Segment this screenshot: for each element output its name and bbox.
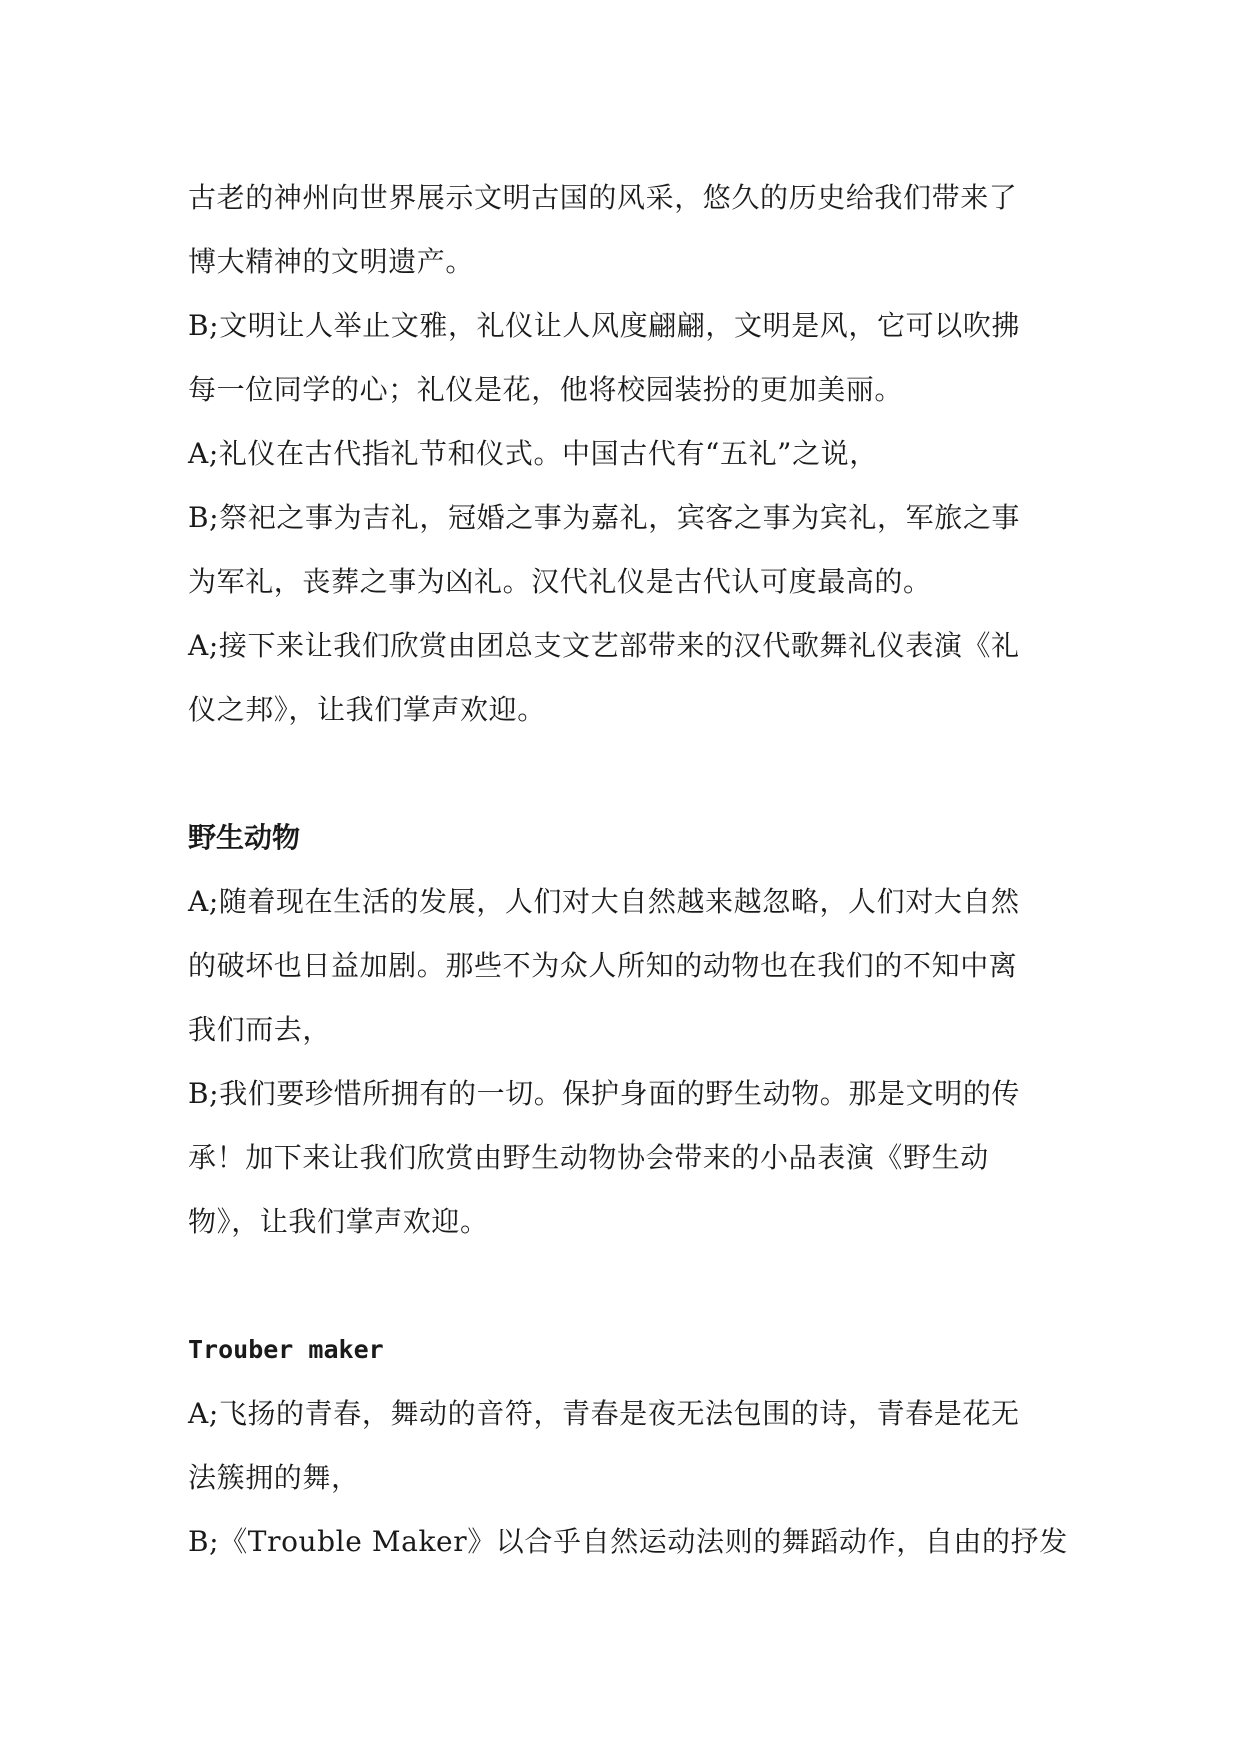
paragraph-line: B;《Trouble Maker》以合乎自然运动法则的舞蹈动作，自由的抒发 (188, 1525, 1068, 1558)
paragraph-line: A;礼仪在古代指礼节和仪式。中国古代有“五礼”之说， (188, 437, 878, 470)
paragraph-line: A;随着现在生活的发展，人们对大自然越来越忽略，人们对大自然 (188, 885, 1020, 918)
section-spacer (188, 742, 1058, 806)
paragraph-line: 仪之邦》，让我们掌声欢迎。 (188, 693, 546, 726)
section-heading: 野生动物 (188, 821, 301, 854)
paragraph-line: 博大精神的文明遗产。 (188, 245, 475, 278)
section-intro (188, 166, 1058, 742)
section-wild-animals (188, 806, 1058, 1254)
section-spacer (188, 1254, 1058, 1318)
paragraph-line: 的破坏也日益加剧。那些不为众人所知的动物也在我们的不知中离 (188, 949, 1018, 982)
paragraph-line: 法簇拥的舞， (188, 1461, 360, 1494)
paragraph-line: B;文明让人举止文雅，礼仪让人风度翩翩，文明是风，它可以吹拂 (188, 309, 1021, 342)
paragraph-line: 物》，让我们掌声欢迎。 (188, 1205, 489, 1238)
paragraph-line: B;我们要珍惜所拥有的一切。保护身面的野生动物。那是文明的传 (188, 1077, 1021, 1110)
paragraph-line: 承！加下来让我们欣赏由野生动物协会带来的小品表演《野生动 (188, 1141, 989, 1174)
document-page (188, 166, 1068, 1574)
paragraph-line: 我们而去， (188, 1013, 332, 1046)
section-trouble-maker (188, 1318, 1068, 1574)
paragraph-line: B;祭祀之事为吉礼，冠婚之事为嘉礼，宾客之事为宾礼，军旅之事 (188, 501, 1021, 534)
section-heading: Trouber maker (188, 1335, 384, 1364)
paragraph-line: 每一位同学的心；礼仪是花，他将校园装扮的更加美丽。 (188, 373, 904, 406)
paragraph-line: 为军礼，丧葬之事为凶礼。汉代礼仪是古代认可度最高的。 (188, 565, 932, 598)
paragraph-line: 古老的神州向世界展示文明古国的风采，悠久的历史给我们带来了 (188, 181, 1018, 214)
paragraph-line: A;接下来让我们欣赏由团总支文艺部带来的汉代歌舞礼仪表演《礼 (188, 629, 1020, 662)
paragraph-line: A;飞扬的青春，舞动的音符，青春是夜无法包围的诗，青春是花无 (188, 1397, 1020, 1430)
